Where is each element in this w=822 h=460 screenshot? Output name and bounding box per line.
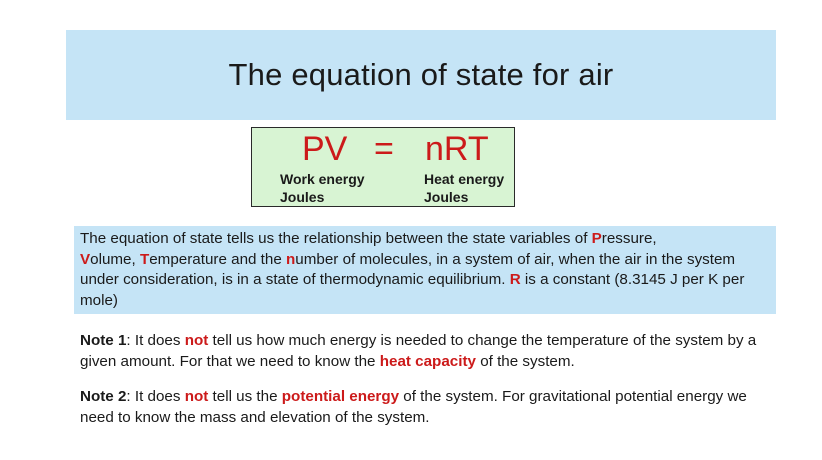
desc-text-1: The equation of state tells us the relationship between the state variables of bbox=[80, 230, 592, 247]
description-box bbox=[74, 226, 776, 314]
note-2-text-3: of the system. For gravitational potential energy we need to know the mass and elevation of the system. bbox=[80, 388, 747, 426]
note-1-not: not bbox=[184, 332, 209, 349]
desc-text-6: is a constant (8.3145 J per K per mole) bbox=[80, 271, 745, 309]
note-2-text-2: tell us the bbox=[208, 388, 282, 405]
note-2-heading: Note 2 bbox=[80, 388, 127, 405]
lhs-label-unit: Joules bbox=[280, 189, 325, 205]
note-1-text-1: : It does bbox=[126, 332, 185, 349]
rhs-label-unit: Joules bbox=[424, 189, 469, 205]
note-2-potential-energy: potential energy bbox=[281, 388, 400, 405]
equation-box bbox=[251, 127, 515, 207]
note-1-text-3: of the system. bbox=[475, 352, 575, 370]
title-band bbox=[66, 30, 776, 120]
desc-letter-r: R bbox=[509, 271, 521, 288]
desc-text-5: umber of molecules, in a system of air, when the air in the system under consideration, is in a state of thermodynamic equilibrium. bbox=[80, 250, 736, 288]
equation-rhs: nRT bbox=[425, 130, 489, 168]
desc-text-3: olume, bbox=[90, 250, 140, 268]
lhs-label-energy: Work energy bbox=[280, 171, 365, 187]
desc-text-4: emperature and the bbox=[149, 250, 287, 268]
desc-letter-t: T bbox=[139, 250, 150, 268]
equation-equals: = bbox=[374, 130, 394, 168]
note-1-heading: Note 1 bbox=[80, 332, 127, 349]
desc-letter-p: P bbox=[591, 230, 602, 247]
desc-text-2: ressure, bbox=[601, 230, 657, 247]
desc-letter-v: V bbox=[80, 250, 91, 268]
note-2 bbox=[80, 387, 780, 428]
equation-lhs: PV bbox=[302, 130, 348, 168]
note-1-text-2: tell us how much energy is needed to change the temperature of the system by a given amount. For that we need to know the bbox=[80, 332, 757, 370]
desc-letter-n: n bbox=[286, 250, 296, 268]
rhs-label-energy: Heat energy bbox=[424, 171, 505, 187]
page-title: The equation of state for air bbox=[228, 57, 614, 92]
note-2-text-1: : It does bbox=[126, 388, 185, 405]
note-2-not: not bbox=[184, 388, 209, 405]
note-1-heat-capacity: heat capacity bbox=[379, 352, 476, 370]
note-1 bbox=[80, 331, 780, 372]
